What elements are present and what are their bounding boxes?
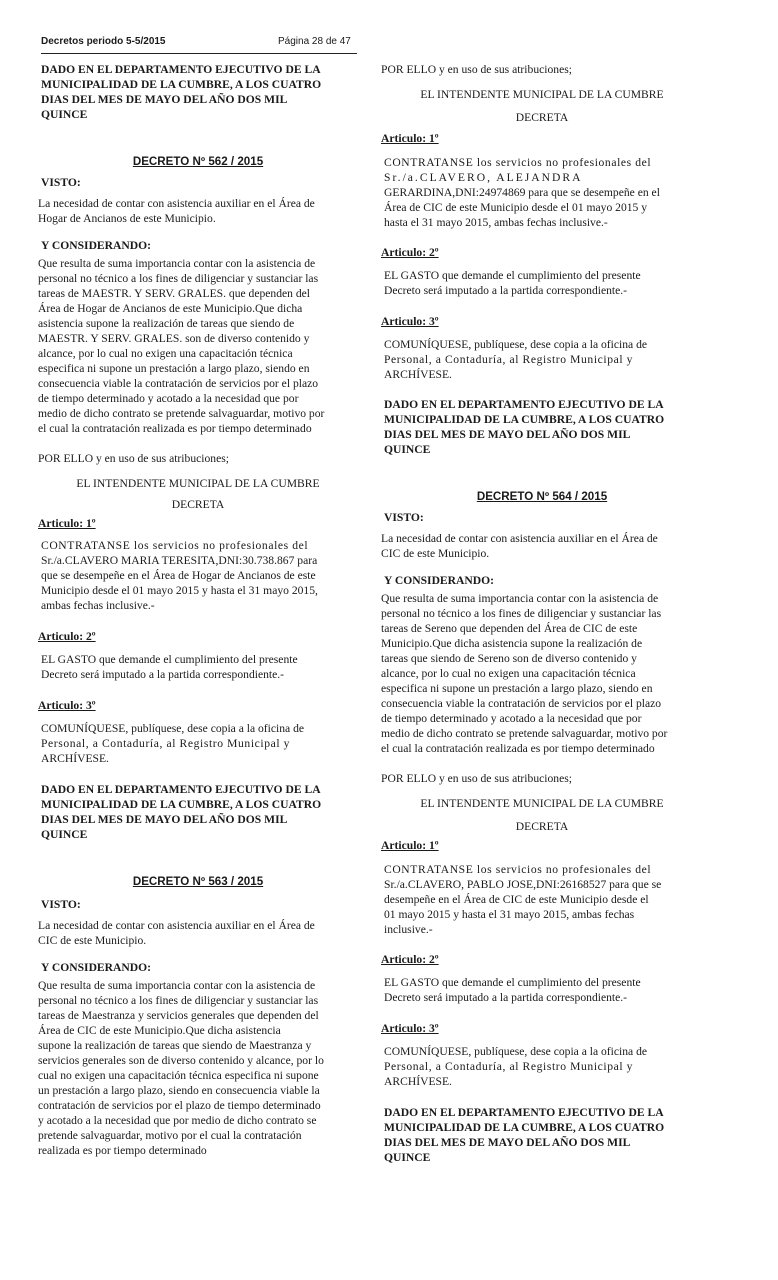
por-ello-text: POR ELLO y en uso de sus atribuciones; (381, 772, 572, 785)
visto-heading: VISTO: (41, 176, 81, 189)
decree-563-title: DECRETO Nº 563 / 2015 (132, 875, 264, 888)
considerando-heading: Y CONSIDERANDO: (41, 961, 152, 974)
intendente-line: EL INTENDENTE MUNICIPAL DE LA CUMBRE (420, 88, 664, 101)
visto-text: La necesidad de contar con asistencia auxiliar en el Área de CIC de este Municipio. (38, 919, 315, 947)
header-divider (41, 53, 357, 54)
por-ello-text: POR ELLO y en uso de sus atribuciones; (381, 63, 572, 76)
article-1-text: CONTRATANSE los servicios no profesionales del Sr./a.CLAVERO, ALEJANDRA GERARDINA,DNI:24974869 para que se desempeñe en el Área de CIC de este Municipio desde el 01 mayo 2015 y hasta el 31 mayo 2015, ambas fechas inclusive.- (384, 156, 660, 229)
article-1-heading: Articulo: 1º (381, 132, 439, 145)
article-3-heading: Articulo: 3º (381, 315, 439, 328)
considerando-heading: Y CONSIDERANDO: (384, 574, 495, 587)
article-3-heading: Articulo: 3º (381, 1022, 439, 1035)
visto-heading: VISTO: (41, 898, 81, 911)
article-1-heading: Articulo: 1º (38, 517, 96, 530)
considerando-text: Que resulta de suma importancia contar con la asistencia de personal no técnico a los fines de diligenciar y sustanciar las tareas de Maestranza y servicios generales que dependen del Área de CIC de este Municipio.Que dicha asistencia supone la realización de tareas que siendo de Maestranza y servicios generales son de diverso contenido y alcance, por lo cual no exigen una capacitación técnica especifica ni supone un prestación a largo plazo, siendo en consecuencia viable la contratación de servicios por el plazo de tiempo determinado y acotado a la necesidad que por medio de dicho contrato se pretende salvaguardar, motivo por el cual la contratación realizada es por tiempo determinado (38, 979, 324, 1157)
article-1-heading: Articulo: 1º (381, 839, 439, 852)
article-2-text: EL GASTO que demande el cumplimiento del presente Decreto será imputado a la partida correspondiente.- (41, 653, 298, 681)
dado-block: DADO EN EL DEPARTAMENTO EJECUTIVO DE LA MUNICIPALIDAD DE LA CUMBRE, A LOS CUATRO DIAS DEL MES DE MAYO DEL AÑO DOS MIL QUINCE (384, 1106, 665, 1164)
visto-heading: VISTO: (384, 511, 424, 524)
decree-564-title: DECRETO Nº 564 / 2015 (476, 490, 608, 503)
por-ello-text: POR ELLO y en uso de sus atribuciones; (38, 452, 229, 465)
right-column (381, 62, 703, 1165)
dado-block: DADO EN EL DEPARTAMENTO EJECUTIVO DE LA MUNICIPALIDAD DE LA CUMBRE, A LOS CUATRO DIAS DEL MES DE MAYO DEL AÑO DOS MIL QUINCE (384, 398, 665, 456)
page-header (41, 36, 357, 50)
article-3-text: COMUNÍQUESE, publíquese, dese copia a la oficina de Personal, a Contaduría, al Registro Municipal y ARCHÍVESE. (41, 722, 305, 765)
article-3-text: COMUNÍQUESE, publíquese, dese copia a la oficina de Personal, a Contaduría, al Registro Municipal y ARCHÍVESE. (384, 338, 648, 381)
document-period: Decretos periodo 5-5/2015 (41, 36, 166, 47)
article-2-heading: Articulo: 2º (38, 630, 96, 643)
visto-text: La necesidad de contar con asistencia auxiliar en el Área de CIC de este Municipio. (381, 532, 658, 560)
article-2-text: EL GASTO que demande el cumplimiento del presente Decreto será imputado a la partida correspondiente.- (384, 269, 641, 297)
article-1-text: CONTRATANSE los servicios no profesionales del Sr./a.CLAVERO MARIA TERESITA,DNI:30.738.867 para que se desempeñe en el Área de Hogar de Ancianos de este Municipio desde el 01 mayo 2015 y hasta el 31 mayo 2015, ambas fechas inclusive.- (41, 539, 318, 612)
decreta-line: DECRETA (515, 111, 569, 124)
article-2-heading: Articulo: 2º (381, 953, 439, 966)
article-3-heading: Articulo: 3º (38, 699, 96, 712)
dado-block: DADO EN EL DEPARTAMENTO EJECUTIVO DE LA MUNICIPALIDAD DE LA CUMBRE, A LOS CUATRO DIAS DEL MES DE MAYO DEL AÑO DOS MIL QUINCE (41, 63, 322, 121)
considerando-text: Que resulta de suma importancia contar con la asistencia de personal no técnico a los fines de diligenciar y sustanciar las tareas de MAESTR. Y SERV. GRALES. que dependen del Área de Hogar de Ancianos de este Municipio.Que dicha asistencia supone la realización de tareas que siendo de MAESTR. Y SERV. GRALES. son de diverso contenido y alcance, por lo cual no exigen una capacitación técnica especifica ni supone un prestación a largo plazo, siendo en consecuencia viable la contratación de servicios por el plazo de tiempo determinado y acotado a la necesidad que por medio de dicho contrato se pretende salvaguardar, motivo por el cual la contratación realizada es por tiempo determinado (38, 257, 325, 435)
intendente-line: EL INTENDENTE MUNICIPAL DE LA CUMBRE (420, 797, 664, 810)
decreta-line: DECRETA (515, 820, 569, 833)
visto-text: La necesidad de contar con asistencia auxiliar en el Área de Hogar de Ancianos de este Municipio. (38, 197, 315, 225)
considerando-text: Que resulta de suma importancia contar con la asistencia de personal no técnico a los fines de diligenciar y sustanciar las tareas de Sereno que dependen del Área de CIC de este Municipio.Que dicha asistencia supone la realización de tareas que siendo de Sereno son de diverso contenido y alcance, por lo cual no exigen una capacitación técnica especifica ni supone un prestación a largo plazo, siendo en consecuencia viable la contratación de servicios por el plazo de tiempo determinado y acotado a la necesidad que por medio de dicho contrato se pretende salvaguardar, motivo por el cual la contratación realizada es por tiempo determinado (381, 592, 668, 755)
dado-block: DADO EN EL DEPARTAMENTO EJECUTIVO DE LA MUNICIPALIDAD DE LA CUMBRE, A LOS CUATRO DIAS DEL MES DE MAYO DEL AÑO DOS MIL QUINCE (41, 783, 322, 841)
article-1-text: CONTRATANSE los servicios no profesionales del Sr./a.CLAVERO, PABLO JOSE,DNI:26168527 para que se desempeñe en el Área de CIC de este Municipio desde el 01 mayo 2015 y hasta el 31 mayo 2015, ambas fechas inclusive.- (384, 863, 662, 936)
article-2-text: EL GASTO que demande el cumplimiento del presente Decreto será imputado a la partida correspondiente.- (384, 976, 641, 1004)
article-2-heading: Articulo: 2º (381, 246, 439, 259)
left-column (38, 62, 358, 1158)
page-number: Página 28 de 47 (278, 36, 351, 47)
intendente-line: EL INTENDENTE MUNICIPAL DE LA CUMBRE (76, 477, 320, 490)
considerando-heading: Y CONSIDERANDO: (41, 239, 152, 252)
decreta-line: DECRETA (171, 498, 225, 511)
decree-562-title: DECRETO Nº 562 / 2015 (132, 155, 264, 168)
article-3-text: COMUNÍQUESE, publíquese, dese copia a la oficina de Personal, a Contaduría, al Registro Municipal y ARCHÍVESE. (384, 1045, 648, 1088)
